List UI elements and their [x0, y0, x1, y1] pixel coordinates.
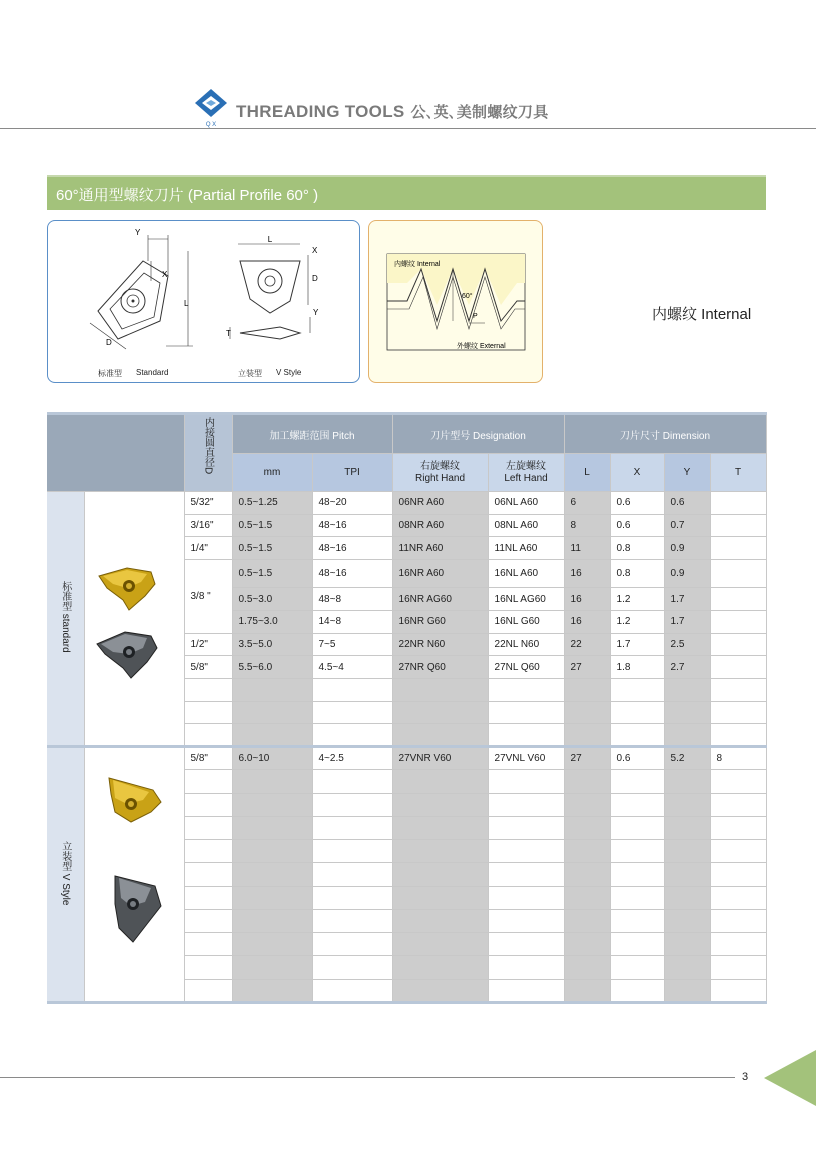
cell-right-hand: 27VNR V60	[392, 747, 488, 770]
cell-tpi: 4.5~4	[312, 656, 392, 679]
cell-t	[710, 492, 766, 515]
thread-profile-drawing	[369, 221, 544, 384]
cell-x: 1.7	[610, 633, 664, 656]
cell-t	[710, 633, 766, 656]
cell-l: 6	[564, 492, 610, 515]
header-y: Y	[664, 454, 710, 492]
standard-caption-en: Standard	[136, 368, 169, 377]
brand-name: THREADING TOOLS	[236, 102, 405, 121]
logo-text: Q X	[205, 122, 217, 128]
insert-dimension-drawing	[48, 221, 361, 384]
cell-t	[710, 537, 766, 560]
footer-triangle-icon	[764, 1050, 816, 1106]
cell-d: 5/32"	[184, 492, 232, 515]
cell-mm: 0.5~1.25	[232, 492, 312, 515]
cell-right-hand: 16NR G60	[392, 610, 488, 633]
cell-left-hand: 22NL N60	[488, 633, 564, 656]
cell-y: 0.7	[664, 514, 710, 537]
cell-right-hand: 16NR A60	[392, 560, 488, 588]
cell-y: 2.7	[664, 656, 710, 679]
cell-mm: 0.5~3.0	[232, 588, 312, 611]
cell-left-hand: 27VNL V60	[488, 747, 564, 770]
cell-mm: 6.0~10	[232, 747, 312, 770]
cell-right-hand: 22NR N60	[392, 633, 488, 656]
cell-x: 0.6	[610, 747, 664, 770]
cell-t: 8	[710, 747, 766, 770]
cell-x: 1.2	[610, 610, 664, 633]
cell-x: 0.6	[610, 514, 664, 537]
cell-mm: 1.75~3.0	[232, 610, 312, 633]
cell-t	[710, 560, 766, 588]
cell-tpi: 48~16	[312, 560, 392, 588]
gray-vstyle-insert-icon	[115, 876, 161, 942]
dim-y-label: Y	[135, 228, 141, 237]
cell-tpi: 48~8	[312, 588, 392, 611]
dim-t-label: T	[226, 329, 231, 338]
specification-table	[47, 412, 767, 1004]
cell-right-hand: 27NR Q60	[392, 656, 488, 679]
cell-tpi: 48~16	[312, 537, 392, 560]
header-diameter: 内接圆直径D	[184, 414, 232, 492]
header-divider	[0, 128, 816, 129]
cell-left-hand: 16NL G60	[488, 610, 564, 633]
cell-mm: 0.5~1.5	[232, 537, 312, 560]
footer-divider	[0, 1077, 735, 1078]
header-l: L	[564, 454, 610, 492]
header-mm: mm	[232, 454, 312, 492]
cell-y: 2.5	[664, 633, 710, 656]
cell-l: 16	[564, 588, 610, 611]
cell-l: 22	[564, 633, 610, 656]
cell-tpi: 7~5	[312, 633, 392, 656]
cell-d: 5/8"	[184, 656, 232, 679]
cell-left-hand: 16NL AG60	[488, 588, 564, 611]
cell-mm: 0.5~1.5	[232, 560, 312, 588]
cell-mm: 5.5~6.0	[232, 656, 312, 679]
cell-tpi: 4~2.5	[312, 747, 392, 770]
gold-vstyle-insert-icon	[109, 778, 161, 822]
cell-y: 0.9	[664, 537, 710, 560]
cell-left-hand: 06NL A60	[488, 492, 564, 515]
gray-insert-icon	[97, 632, 157, 678]
header-right-hand: 右旋螺纹 Right Hand	[392, 454, 488, 492]
cell-x: 1.2	[610, 588, 664, 611]
cell-x: 0.8	[610, 560, 664, 588]
standard-group-label: 标准型 standard	[47, 492, 84, 747]
header-pitch: 加工螺距范围 Pitch	[232, 414, 392, 454]
standard-caption-cn: 标准型	[98, 369, 122, 378]
header-blank	[47, 414, 184, 492]
cell-tpi: 14~8	[312, 610, 392, 633]
dim-x-label-v: X	[312, 246, 318, 255]
internal-thread-label: 内螺纹 Internal	[394, 261, 441, 268]
cell-left-hand: 11NL A60	[488, 537, 564, 560]
cell-l: 16	[564, 610, 610, 633]
company-logo	[192, 88, 230, 128]
header-t: T	[710, 454, 766, 492]
pitch-label: P	[473, 313, 478, 320]
vstyle-caption-en: V Style	[276, 368, 302, 377]
header-left-hand: 左旋螺纹 Left Hand	[488, 454, 564, 492]
dim-d-label-v: D	[312, 274, 318, 283]
cell-y: 0.9	[664, 560, 710, 588]
page-number: 3	[742, 1071, 749, 1083]
standard-insert-images	[84, 492, 184, 747]
dim-l-label-v: L	[267, 235, 273, 244]
cell-x: 0.6	[610, 492, 664, 515]
vstyle-caption-cn: 立装型	[238, 369, 262, 378]
external-thread-label: 外螺纹 External	[457, 343, 506, 350]
cell-t	[710, 588, 766, 611]
section-title: 60°通用型螺纹刀片 (Partial Profile 60° )	[56, 187, 319, 204]
cell-x: 0.8	[610, 537, 664, 560]
brand-name-cn: 公､英､美制螺纹刀具	[410, 104, 549, 121]
vstyle-group-label: 立装型 V Style	[47, 747, 84, 1003]
cell-d: 3/8 "	[184, 560, 232, 634]
cell-l: 8	[564, 514, 610, 537]
thread-angle-label: 60°	[462, 293, 473, 300]
dim-d-label: D	[106, 338, 112, 347]
dim-x-label: X	[162, 270, 168, 279]
cell-y: 5.2	[664, 747, 710, 770]
header-tpi: TPI	[312, 454, 392, 492]
cell-mm: 0.5~1.5	[232, 514, 312, 537]
cell-x: 1.8	[610, 656, 664, 679]
cell-d: 1/4"	[184, 537, 232, 560]
cell-left-hand: 16NL A60	[488, 560, 564, 588]
cell-right-hand: 16NR AG60	[392, 588, 488, 611]
dim-y-label-v: Y	[313, 308, 319, 317]
header-x: X	[610, 454, 664, 492]
cell-tpi: 48~20	[312, 492, 392, 515]
cell-y: 0.6	[664, 492, 710, 515]
cell-t	[710, 656, 766, 679]
cell-l: 27	[564, 747, 610, 770]
cell-tpi: 48~16	[312, 514, 392, 537]
cell-mm: 3.5~5.0	[232, 633, 312, 656]
header-designation: 刀片型号 Designation	[392, 414, 564, 454]
insert-drawing-panel	[47, 220, 360, 383]
thread-profile-panel	[368, 220, 543, 383]
cell-right-hand: 11NR A60	[392, 537, 488, 560]
brand-title	[236, 101, 549, 122]
internal-side-label: 内螺纹 Internal	[652, 306, 752, 323]
cell-left-hand: 08NL A60	[488, 514, 564, 537]
section-bar	[47, 175, 766, 210]
cell-l: 27	[564, 656, 610, 679]
cell-left-hand: 27NL Q60	[488, 656, 564, 679]
header-dimension: 刀片尺寸 Dimension	[564, 414, 766, 454]
dim-l-label: L	[184, 299, 189, 308]
cell-t	[710, 514, 766, 537]
cell-d: 5/8"	[184, 747, 232, 770]
cell-y: 1.7	[664, 610, 710, 633]
cell-l: 11	[564, 537, 610, 560]
cell-right-hand: 08NR A60	[392, 514, 488, 537]
cell-d: 1/2"	[184, 633, 232, 656]
vstyle-insert-images	[84, 747, 184, 1003]
cell-t	[710, 610, 766, 633]
cell-y: 1.7	[664, 588, 710, 611]
cell-l: 16	[564, 560, 610, 588]
cell-right-hand: 06NR A60	[392, 492, 488, 515]
gold-insert-icon	[99, 568, 155, 610]
cell-d: 3/16"	[184, 514, 232, 537]
